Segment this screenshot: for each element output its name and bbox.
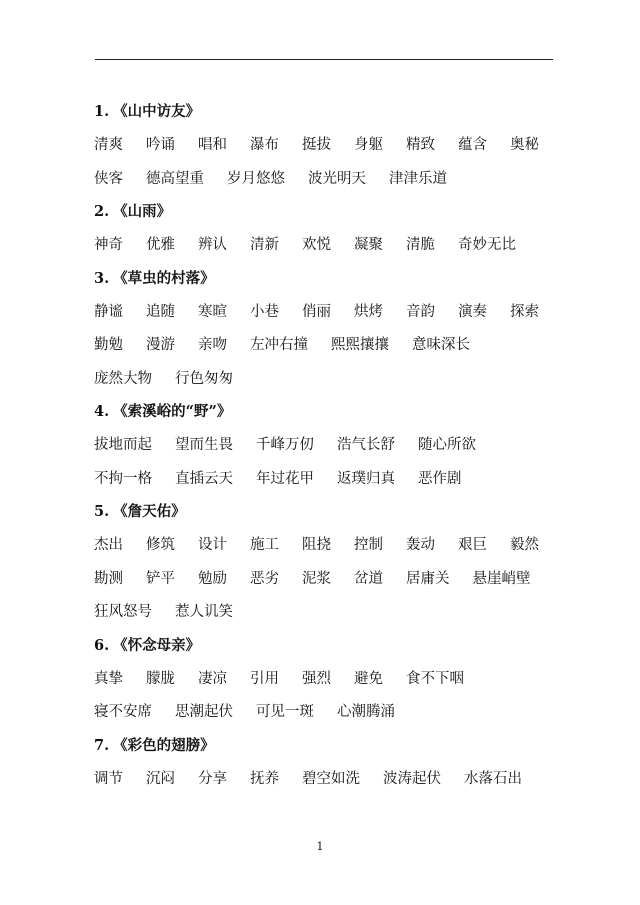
word-row [94,666,564,700]
vocabulary-word: 勉励 [198,570,227,587]
lesson-title [94,633,564,666]
vocabulary-word: 左冲右撞 [250,337,308,353]
vocabulary-word: 杰出 [94,537,123,553]
vocabulary-word: 年过花甲 [256,470,314,487]
lesson-section [94,499,564,633]
vocabulary-word: 挺拔 [302,137,331,153]
vocabulary-word: 返璞归真 [337,470,395,487]
page-number: 1 [316,840,324,853]
vocabulary-word: 避免 [354,670,383,687]
vocabulary-word: 引用 [250,670,279,687]
vocabulary-word: 吟诵 [146,137,175,153]
vocabulary-word: 探索 [510,303,539,320]
vocabulary-word: 追随 [146,303,175,320]
vocabulary-word: 碧空如洗 [302,770,360,787]
vocabulary-word: 清脆 [406,237,435,253]
vocabulary-word: 直插云天 [175,470,233,487]
vocabulary-word: 波涛起伏 [383,770,441,787]
vocabulary-word: 奇妙无比 [458,237,516,253]
vocabulary-word: 沉闷 [146,770,175,787]
word-row [94,599,564,633]
vocabulary-word: 泥浆 [302,570,331,587]
lesson-name: 《彩色的翅膀》 [113,736,215,754]
lesson-number: 5. [94,503,110,520]
word-row [94,699,564,733]
vocabulary-word: 拔地而起 [94,437,152,453]
vocabulary-word: 奥秘 [510,137,539,153]
word-row [94,299,564,333]
vocabulary-word: 恶作剧 [418,470,462,487]
vocabulary-word: 强烈 [302,670,331,687]
vocabulary-word: 修筑 [146,537,175,553]
vocabulary-word: 悬崖峭壁 [472,570,531,587]
word-row [94,532,564,566]
vocabulary-word: 波光明天 [308,170,366,187]
vocabulary-word: 随心所欲 [418,437,476,453]
vocabulary-word: 狂风怒号 [94,604,152,620]
vocabulary-word: 身躯 [354,137,383,153]
header-rule [95,59,553,60]
word-row [94,166,564,200]
vocabulary-word: 岔道 [354,570,383,587]
vocabulary-word: 朦胧 [146,670,175,687]
vocabulary-word: 精致 [406,137,435,153]
vocabulary-word: 千峰万仞 [256,437,314,453]
lesson-number: 1. [94,103,110,120]
vocabulary-word: 神奇 [94,237,123,253]
vocabulary-word: 辨认 [198,237,227,253]
lesson-title [94,99,564,132]
vocabulary-word: 欢悦 [302,237,331,253]
word-row [94,332,564,366]
vocabulary-word: 意味深长 [412,337,470,353]
lesson-title [94,733,564,766]
vocabulary-word: 德高望重 [146,170,204,187]
vocabulary-word: 控制 [354,537,383,553]
vocabulary-word: 居庸关 [406,570,450,587]
vocabulary-word: 亲吻 [198,337,227,353]
lesson-number: 4. [94,403,110,420]
vocabulary-word: 施工 [250,537,279,553]
vocabulary-word: 毅然 [510,537,539,553]
vocabulary-word: 清爽 [94,137,123,153]
vocabulary-word: 俏丽 [302,303,331,320]
lesson-name: 《山雨》 [113,203,172,220]
lesson-section [94,633,564,733]
vocabulary-word: 真挚 [94,670,123,687]
lesson-number: 7. [94,736,110,754]
lesson-name: 《怀念母亲》 [113,636,201,654]
lesson-number: 6. [94,636,110,654]
lesson-number: 3. [94,269,110,287]
vocabulary-word: 阻挠 [302,537,331,553]
vocabulary-word: 寒暄 [198,303,227,320]
vocabulary-word: 漫游 [146,337,175,353]
vocabulary-word: 设计 [198,537,227,553]
vocabulary-word: 熙熙攘攘 [331,337,389,353]
vocabulary-word: 蕴含 [458,137,487,153]
vocabulary-word: 望而生畏 [175,437,233,453]
vocabulary-word: 心潮腾涌 [337,704,395,720]
lesson-title [94,499,564,532]
vocabulary-word: 凄凉 [198,670,227,687]
lesson-title [94,266,564,299]
vocabulary-word: 勤勉 [94,337,123,353]
word-row [94,466,564,500]
vocabulary-word: 侠客 [94,170,123,187]
vocabulary-list [94,99,564,799]
vocabulary-word: 恶劣 [250,570,279,587]
lesson-section [94,99,564,199]
word-row [94,566,564,600]
lesson-name: 《山中访友》 [113,103,201,120]
vocabulary-word: 庞然大物 [94,370,152,387]
vocabulary-word: 音韵 [406,303,435,320]
vocabulary-word: 瀑布 [250,137,279,153]
vocabulary-word: 思潮起伏 [175,704,233,720]
word-row [94,766,564,800]
vocabulary-word: 凝聚 [354,237,383,253]
lesson-name: 《詹天佑》 [113,503,186,520]
vocabulary-word: 优雅 [146,237,175,253]
vocabulary-word: 不拘一格 [94,470,152,487]
lesson-section [94,266,564,400]
vocabulary-word: 抚养 [250,770,279,787]
vocabulary-word: 调节 [94,770,123,787]
vocabulary-word: 食不下咽 [406,670,464,687]
word-row [94,432,564,466]
vocabulary-word: 清新 [250,237,279,253]
vocabulary-word: 水落石出 [464,770,522,787]
vocabulary-word: 轰动 [406,537,435,553]
vocabulary-word: 行色匆匆 [175,370,233,387]
lesson-name: 《索溪峪的“野”》 [113,403,232,420]
vocabulary-word: 惹人讥笑 [175,604,233,620]
lesson-title [94,399,564,432]
lesson-title [94,199,564,232]
vocabulary-word: 分享 [198,770,227,787]
vocabulary-word: 小巷 [250,303,279,320]
word-row [94,232,564,266]
vocabulary-word: 静谧 [94,303,123,320]
lesson-section [94,199,564,266]
vocabulary-word: 艰巨 [458,537,487,553]
vocabulary-word: 可见一斑 [256,704,314,720]
vocabulary-word: 演奏 [458,303,487,320]
lesson-section [94,733,564,800]
vocabulary-word: 津津乐道 [389,170,447,187]
lesson-section [94,399,564,499]
vocabulary-word: 寝不安席 [94,704,152,720]
lesson-number: 2. [94,203,110,220]
vocabulary-word: 烘烤 [354,303,383,320]
vocabulary-word: 勘测 [94,570,123,587]
vocabulary-word: 铲平 [146,570,175,587]
vocabulary-word: 岁月悠悠 [227,170,285,187]
word-row [94,132,564,166]
lesson-name: 《草虫的村落》 [113,269,215,287]
vocabulary-word: 唱和 [198,137,227,153]
word-row [94,366,564,400]
vocabulary-word: 浩气长舒 [337,437,395,453]
